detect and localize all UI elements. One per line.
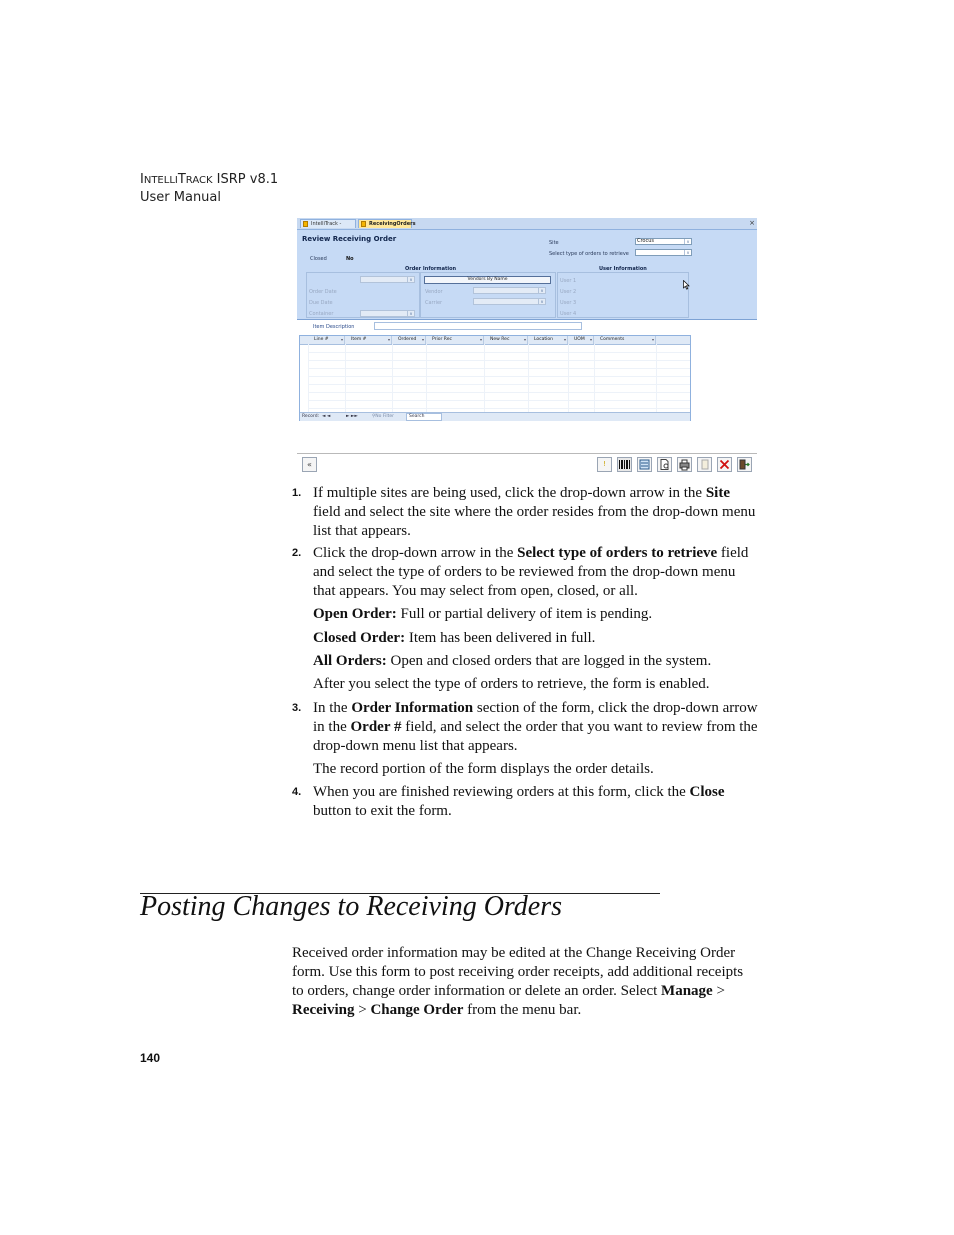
grid-col-line bbox=[656, 344, 657, 412]
col-uom[interactable]: UOM ▾ bbox=[568, 336, 594, 344]
item-description-label: Item Description bbox=[313, 324, 355, 330]
site-value: Crocus bbox=[637, 238, 655, 244]
form-icon bbox=[303, 221, 308, 227]
record-portion-note: The record portion of the form displays the order details. bbox=[313, 761, 654, 777]
orders-type-label: Select type of orders to retrieve bbox=[549, 251, 629, 257]
container-label: Container bbox=[309, 311, 334, 317]
closed-order-definition: Closed Order: Item has been delivered in full. bbox=[313, 630, 596, 646]
page-number: 140 bbox=[140, 1051, 161, 1065]
tab-label: IntelliTrack - bbox=[311, 221, 342, 227]
barcode-icon[interactable] bbox=[617, 457, 632, 472]
step-number: 3. bbox=[292, 702, 302, 714]
grid-row bbox=[308, 392, 690, 393]
product-name: INTELLITRACK ISRP v8.1 bbox=[140, 172, 279, 187]
site-select[interactable] bbox=[635, 238, 692, 245]
closed-value: No bbox=[346, 256, 354, 262]
chevron-down-icon: v bbox=[684, 239, 691, 244]
grid-row bbox=[308, 376, 690, 377]
col-item[interactable]: Item # ▾ bbox=[345, 336, 392, 344]
step-4-text: When you are finished reviewing orders at this form, click the Close button to exit the form. bbox=[313, 784, 725, 819]
orders-type-select[interactable] bbox=[635, 249, 692, 256]
form-icon bbox=[361, 221, 366, 227]
grid-col-line bbox=[392, 344, 393, 412]
step-number: 2. bbox=[292, 547, 302, 559]
user-info-title: User Information bbox=[599, 266, 647, 272]
carrier-label: Carrier bbox=[425, 300, 443, 306]
site-label: Site bbox=[549, 240, 559, 246]
review-receiving-order-form bbox=[297, 230, 757, 320]
after-select-note: After you select the type of orders to retrieve, the form is enabled. bbox=[313, 676, 710, 692]
order-info-title: Order Information bbox=[405, 266, 457, 272]
container-select[interactable] bbox=[360, 310, 415, 317]
user1-label: User 1 bbox=[560, 278, 577, 284]
grid-header bbox=[300, 336, 690, 345]
user3-label: User 3 bbox=[560, 300, 577, 306]
chevron-down-icon: v bbox=[538, 299, 545, 304]
printer-icon[interactable] bbox=[677, 457, 692, 472]
col-line[interactable]: Line # ▾ bbox=[308, 336, 345, 344]
vendors-by-name-button[interactable]: Vendors By Name bbox=[424, 276, 551, 284]
col-location[interactable]: Location ▾ bbox=[528, 336, 568, 344]
delete-glyph bbox=[718, 458, 731, 471]
order-lines-grid[interactable] bbox=[299, 335, 691, 421]
grid-col-line bbox=[484, 344, 485, 412]
user-info-group bbox=[557, 272, 689, 318]
mouse-pointer-icon bbox=[683, 280, 690, 290]
chevron-down-icon: v bbox=[407, 277, 414, 282]
close-form-button[interactable] bbox=[737, 457, 752, 472]
col-new-rec[interactable]: New Rec ▾ bbox=[484, 336, 528, 344]
grid-col-line bbox=[308, 344, 309, 412]
grid-row bbox=[308, 360, 690, 361]
notes-icon[interactable] bbox=[697, 457, 712, 472]
record-area bbox=[297, 320, 757, 452]
form-toolbar bbox=[297, 455, 757, 474]
open-order-definition: Open Order: Full or partial delivery of item is pending. bbox=[313, 606, 653, 622]
running-header bbox=[140, 171, 278, 206]
step-number: 4. bbox=[292, 786, 302, 798]
chevron-down-icon: v bbox=[407, 311, 414, 316]
due-date-label: Due Date bbox=[309, 300, 333, 306]
tab-receiving-orders[interactable] bbox=[358, 219, 416, 228]
search-box[interactable]: Search bbox=[406, 413, 442, 421]
chevron-down-icon: v bbox=[538, 288, 545, 293]
form-view-icon[interactable] bbox=[637, 457, 652, 472]
notes-glyph bbox=[698, 458, 711, 471]
grid-col-line bbox=[426, 344, 427, 412]
grid-row bbox=[308, 352, 690, 353]
manual-subtitle: User Manual bbox=[140, 190, 222, 205]
closed-label: Closed bbox=[310, 256, 327, 262]
barcode-glyph bbox=[618, 458, 631, 471]
grid-row bbox=[308, 408, 690, 409]
print-preview-glyph bbox=[658, 458, 671, 471]
step-2-text: Click the drop-down arrow in the Select type of orders to retrieve field and select the type of orders to be reviewed from the drop-down menu that appears. You may select from open, closed, or all. bbox=[313, 545, 749, 599]
user4-label: User 4 bbox=[560, 311, 577, 317]
step-1-text: If multiple sites are being used, click the drop-down arrow in the Site field and select the site where the order resides from the drop-down menu list that appears. bbox=[313, 485, 756, 539]
back-button[interactable]: « bbox=[302, 457, 317, 472]
print-preview-icon[interactable] bbox=[657, 457, 672, 472]
vendor-label: Vendor bbox=[425, 289, 443, 295]
grid-row bbox=[308, 400, 690, 401]
item-description-field[interactable] bbox=[374, 322, 582, 330]
intro-paragraph: Received order information may be edited at the Change Receiving Order form. Use this form to post receiving order receipts, add additional receipts to orders, change order information or delete an order. Select Manage > Receiving > Change Order from the menu bar. bbox=[292, 945, 744, 1018]
tab-label: ReceivingOrders bbox=[369, 221, 416, 227]
delete-icon[interactable] bbox=[717, 457, 732, 472]
section-heading: Posting Changes to Receiving Orders bbox=[140, 891, 563, 922]
grid-row bbox=[308, 384, 690, 385]
nav-next-last-buttons[interactable]: ► ►► bbox=[346, 414, 358, 419]
no-filter-indicator[interactable]: ⚲ No Filter bbox=[372, 414, 394, 419]
no-filter-label: No Filter bbox=[375, 414, 394, 419]
exit-door-icon bbox=[738, 458, 751, 471]
grid-col-line bbox=[594, 344, 595, 412]
order-date-label: Order Date bbox=[309, 289, 337, 295]
form-view-glyph bbox=[638, 458, 651, 471]
all-orders-definition: All Orders: Open and closed orders that are logged in the system. bbox=[313, 653, 712, 669]
tab-bar bbox=[297, 218, 757, 230]
user2-label: User 2 bbox=[560, 289, 577, 295]
step-number: 1. bbox=[292, 487, 302, 499]
col-prior-rec[interactable]: Prior Rec ▾ bbox=[426, 336, 484, 344]
nav-first-prev-buttons[interactable]: ◄ ◄ bbox=[322, 414, 331, 419]
form-title: Review Receiving Order bbox=[302, 235, 397, 243]
carrier-select[interactable] bbox=[473, 298, 546, 305]
close-icon[interactable]: × bbox=[749, 219, 755, 227]
info-icon[interactable]: ! bbox=[597, 457, 612, 472]
order-number-select[interactable] bbox=[360, 276, 415, 283]
step-3-text: In the Order Information section of the form, click the drop-down arrow in the Order # field, and select the order that you want to review from the drop-down menu list that appears. bbox=[313, 700, 758, 754]
printer-glyph bbox=[678, 458, 691, 471]
col-ordered[interactable]: Ordered ▾ bbox=[392, 336, 426, 344]
app-screenshot bbox=[297, 218, 757, 474]
grid-row bbox=[308, 368, 690, 369]
col-comments[interactable]: Comments ▾ bbox=[594, 336, 656, 344]
record-navigator bbox=[300, 412, 690, 421]
toolbar-divider bbox=[297, 453, 757, 454]
record-label: Record: bbox=[302, 414, 320, 419]
grid-col-line bbox=[528, 344, 529, 412]
chevron-down-icon: v bbox=[684, 250, 691, 255]
tab-intellitrack-demo[interactable] bbox=[300, 219, 356, 228]
grid-col-line bbox=[345, 344, 346, 412]
vendor-select[interactable] bbox=[473, 287, 546, 294]
grid-col-line bbox=[568, 344, 569, 412]
